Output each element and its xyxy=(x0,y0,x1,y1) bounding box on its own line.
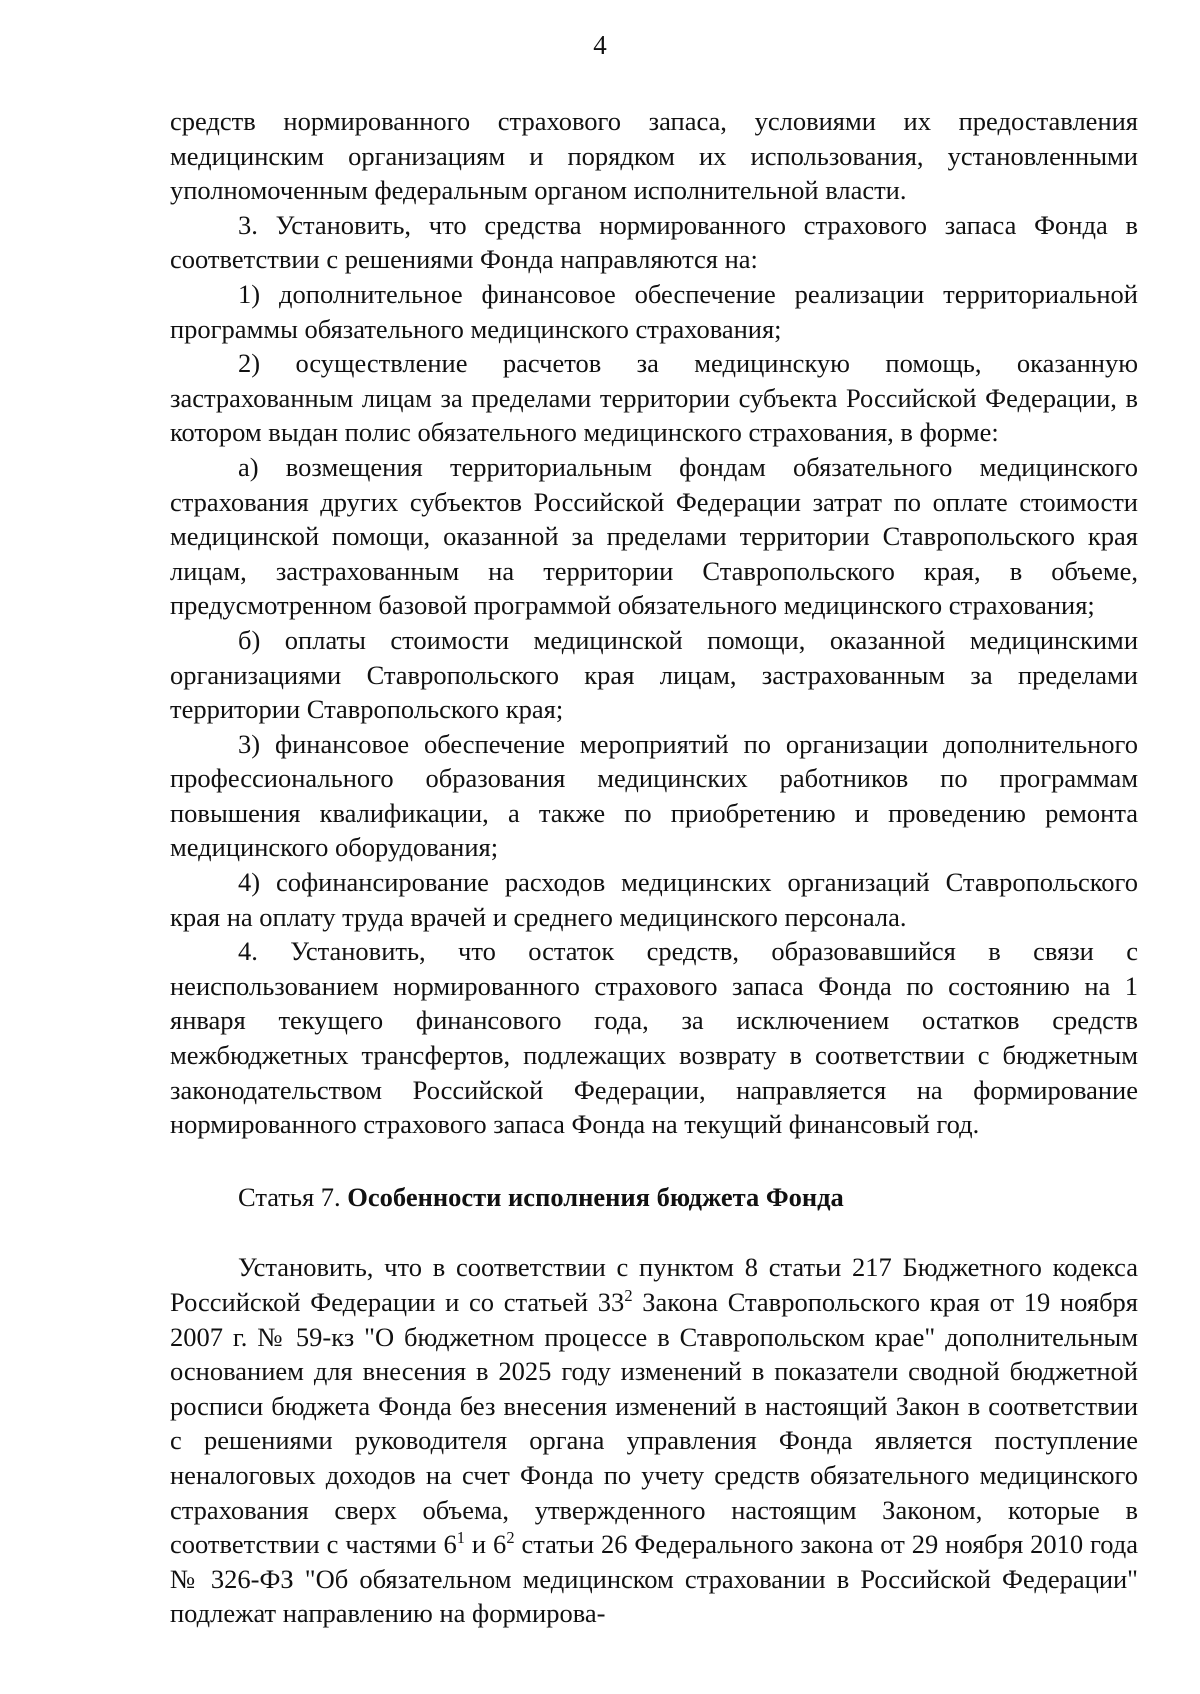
superscript: 2 xyxy=(624,1286,633,1306)
subitem-4: 4) софинансирование расходов медицинских организаций Ставропольского края на оплату труда врачей и среднего медицинского персонала. xyxy=(170,867,1138,932)
subitem-b: б) оплаты стоимости медицинской помощи, оказанной медицинскими организациями Ставропольского края лицам, застрахованным за пределами территории Ставропольского края; xyxy=(170,624,1138,725)
subitem-a: а) возмещения территориальным фондам обязательного медицинского страхования других субъектов Российской Федерации затрат по оплате стоимости медицинской помощи, оказанной за пределами территории Ставропольского края лицам, застрахованным на территории Ставропольского края, в объеме, предусмотренном базовой программой обязательного медицинского страхования; xyxy=(170,451,1138,621)
text-segment: и 6 xyxy=(465,1529,507,1560)
paragraph: средств нормированного страхового запаса, условиями их предоставления медицинским организациям и порядком их использования, установленными уполномоченным федеральным органом исполнительной власти. xyxy=(170,106,1138,206)
article-7-paragraph xyxy=(170,1250,1138,1631)
text-segment: Установить, что в соответствии с пунктом 8 статьи 217 Бюджетного кодекса Российской Федерации и со статьей 33 xyxy=(170,1252,1138,1317)
subitem-2: 2) осуществление расчетов за медицинскую помощь, оказанную застрахованным лицам за пределами территории субъекта Российской Федерации, в котором выдан полис обязательного медицинского страхования, в форме: xyxy=(170,348,1138,448)
article-heading xyxy=(170,1180,1138,1215)
subitem-3: 3) финансовое обеспечение мероприятий по организации дополнительного профессионального образования медицинских работников по программам повышения квалификации, а также по приобретению и проведению ремонта медицинского оборудования; xyxy=(170,728,1138,863)
article-title: Особенности исполнения бюджета Фонда xyxy=(347,1181,844,1212)
superscript: 1 xyxy=(456,1528,465,1548)
superscript: 2 xyxy=(506,1528,515,1548)
paragraph-item-3: 3. Установить, что средства нормированного страхового запаса Фонда в соответствии с решениями Фонда направляются на: xyxy=(170,209,1138,275)
text-segment: статьи 26 Федерального закона от 29 ноября 2010 года № 326-ФЗ "Об обязательном медицинском страховании в Российской Федерации" подлежат направлению на формирова- xyxy=(170,1529,1138,1629)
subitem-1: 1) дополнительное финансовое обеспечение реализации территориальной программы обязательного медицинского страхования; xyxy=(170,278,1138,344)
text-segment: Закона Ставропольского края от 19 ноября 2007 г. № 59-кз "О бюджетном процессе в Ставропольском крае" дополнительным основанием для внесения в 2025 году изменений в показатели сводной бюджетной росписи бюджета Фонда без внесения изменений в настоящий Закон в соответствии с решениями руководителя органа управления Фонда является поступление неналоговых доходов на счет Фонда по учету средств обязательного медицинского страхования сверх объема, утвержденного настоящим Законом, которые в соответствии с частями 6 xyxy=(170,1287,1138,1560)
paragraph-item-4: 4. Установить, что остаток средств, образовавшийся в связи с неиспользованием нормированного страхового запаса Фонда по состоянию на 1 января текущего финансового года, за исключением остатков средств межбюджетных трансфертов, подлежащих возврату в соответствии с бюджетным законодательством Российской Федерации, направляется на формирование нормированного страхового запаса Фонда на текущий финансовый год. xyxy=(170,936,1138,1140)
page-number: 4 xyxy=(593,30,607,60)
article-prefix: Статья 7. xyxy=(238,1181,341,1212)
document-body xyxy=(170,104,1138,1631)
